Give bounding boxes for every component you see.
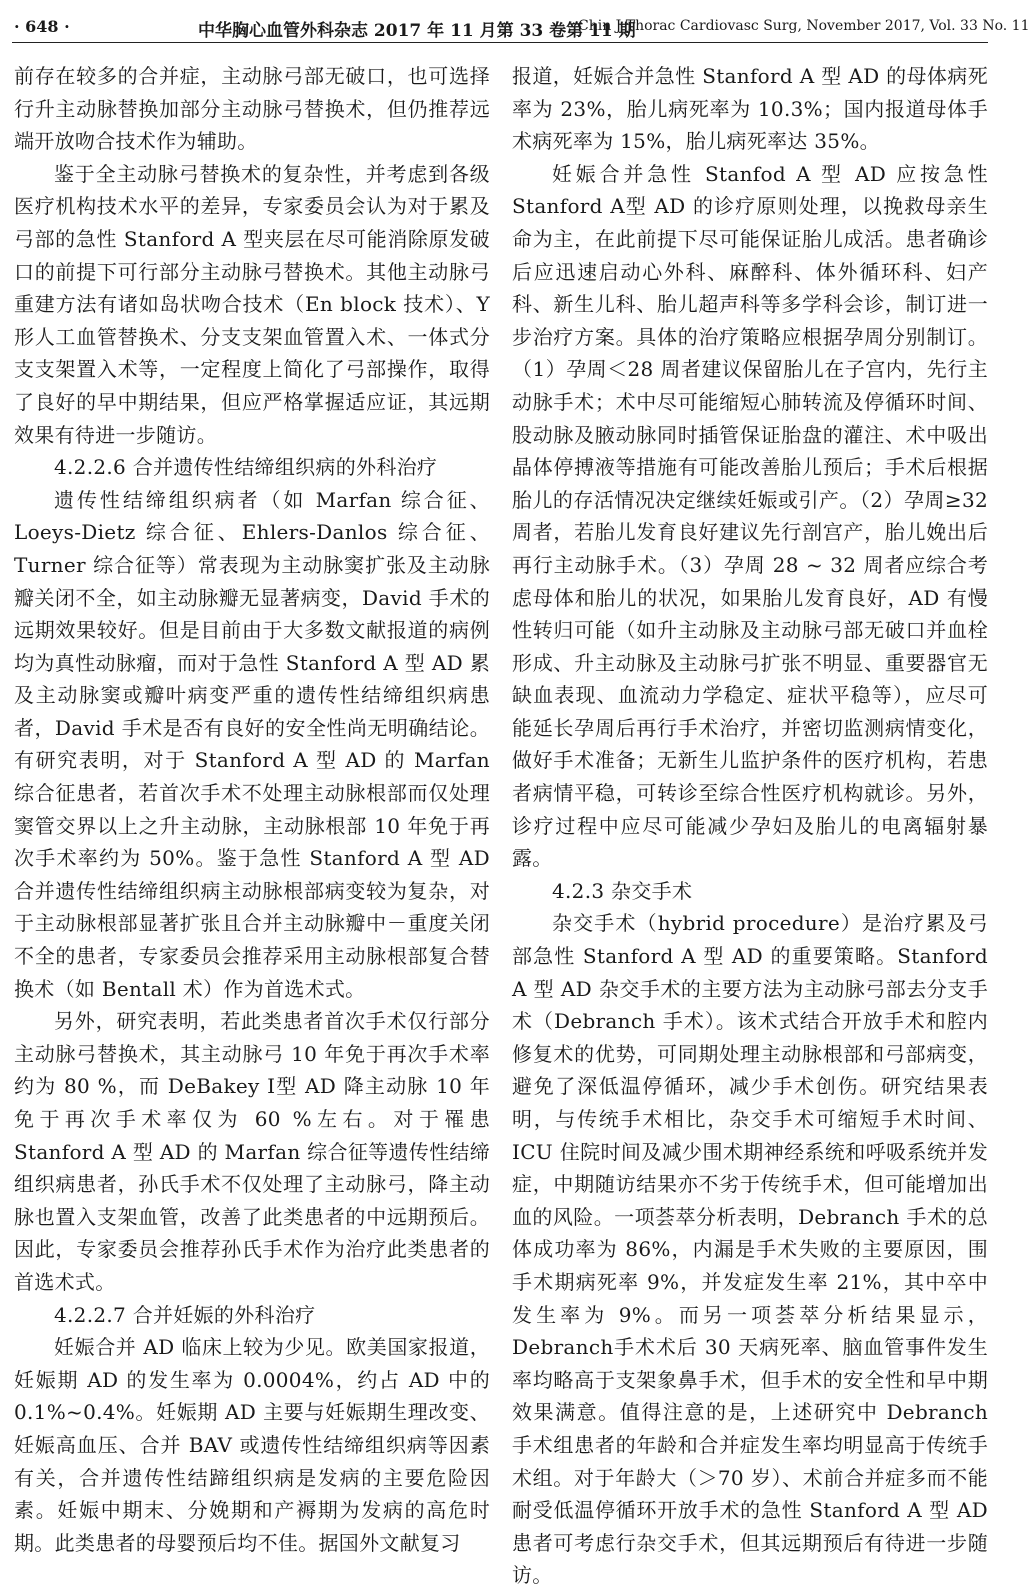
running-header bbox=[0, 0, 1029, 50]
left-column bbox=[14, 60, 490, 1555]
section-heading-4-2-3: 4.2.3 杂交手术 bbox=[552, 878, 693, 903]
right-column bbox=[512, 60, 988, 1588]
paragraph: 另外，研究表明，若此类患者首次手术仅行部分主动脉弓替换术，其主动脉弓 10 年免于再次手术率约为 80 %，而 DeBakey Ⅰ型 AD 降主动脉 10 年免于再次手术率仅为 60 %左右。对于罹患 Stanford A 型 AD 的 Marfan 综合征等遗传性结缔组织病患者，孙氏手术不仅处理了主动脉弓，降主动脉也置入支架血管，改善了此类患者的中远期预后。因此，专家委员会推荐孙氏手术作为治疗此类患者的首选术式。 bbox=[14, 1009, 490, 1294]
journal-title-english: Chin J Thorac Cardiovasc Surg, November 2017, Vol. 33 No. 11 bbox=[578, 18, 1029, 34]
section-heading-4-2-2-6: 4.2.2.6 合并遗传性结缔组织病的外科治疗 bbox=[54, 455, 438, 480]
paragraph: 前存在较多的合并症，主动脉弓部无破口，也可选择行升主动脉替换加部分主动脉弓替换术，但仍推荐远端开放吻合技术作为辅助。 bbox=[14, 64, 490, 154]
page-number: · 648 · bbox=[14, 17, 70, 36]
paragraph: 妊娠合并急性 Stanfod A 型 AD 应按急性 Stanford A型 AD 的诊疗原则处理，以挽救母亲生命为主，在此前提下尽可能保证胎儿成活。患者确诊后应迅速启动心外科、麻醉科、体外循环科、妇产科、新生儿科、胎儿超声科等多学科会诊，制订进一步治疗方案。具体的治疗策略应根据孕周分别制订。（1）孕周＜28 周者建议保留胎儿在子宫内，先行主动脉手术；术中尽可能缩短心肺转流及停循环时间、股动脉及腋动脉同时插管保证胎盘的灌注、术中吸出晶体停搏液等措施有可能改善胎儿预后；手术后根据胎儿的存活情况决定继续妊娠或引产。（2）孕周≥32 周者，若胎儿发育良好建议先行剖宫产，胎儿娩出后再行主动脉手术。（3）孕周 28 ~ 32 周者应综合考虑母体和胎儿的状况，如果胎儿发育良好，AD 有慢性转归可能（如升主动脉及主动脉弓部无破口并血栓形成、升主动脉及主动脉弓扩张不明显、重要器官无缺血表现、血流动力学稳定、症状平稳等），应尽可能延长孕周后再行手术治疗，并密切监测病情变化，做好手术准备；无新生儿监护条件的医疗机构，若患者病情平稳，可转诊至综合性医疗机构就诊。另外，诊疗过程中应尽可能减少孕妇及胎儿的电离辐射暴露。 bbox=[512, 161, 988, 871]
paragraph: 杂交手术（hybrid procedure）是治疗累及弓部急性 Stanford A 型 AD 的重要策略。Stanford A 型 AD 杂交手术的主要方法为主动脉弓部去分支手术（Debranch 手术）。该术式结合开放手术和腔内修复术的优势，可同期处理主动脉根部和弓部病变，避免了深低温停循环，减少手术创伤。研究结果表明，与传统手术相比，杂交手术可缩短手术时间、ICU 住院时间及减少围术期神经系统和呼吸系统并发症，中期随访结果亦不劣于传统手术，但可能增加出血的风险。一项荟萃分析表明，Debranch 手术的总体成功率为 86%，内漏是手术失败的主要原因，围手术期病死率 9%，并发症发生率 21%，其中卒中发生率为 9%。而另一项荟萃分析结果显示，Debranch手术术后 30 天病死率、脑血管事件发生率均略高于支架象鼻手术，但手术的安全性和早中期效果满意。值得注意的是，上述研究中 Debranch 手术组患者的年龄和合并症发生率均明显高于传统手术组。对于年龄大（＞70 岁）、术前合并症多而不能耐受低温停循环开放手术的急性 Stanford A 型 AD 患者可考虑行杂交手术，但其远期预后有待进一步随访。 bbox=[512, 911, 988, 1588]
paragraph: 报道，妊娠合并急性 Stanford A 型 AD 的母体病死率为 23%，胎儿病死率为 10.3%；国内报道母体手术病死率为 15%，胎儿病死率达 35%。 bbox=[512, 64, 988, 154]
section-heading-4-2-2-7: 4.2.2.7 合并妊娠的外科治疗 bbox=[54, 1302, 316, 1327]
header-divider bbox=[12, 42, 988, 43]
paragraph: 妊娠合并 AD 临床上较为少见。欧美国家报道，妊娠期 AD 的发生率为 0.0004%，约占 AD 中的 0.1%~0.4%。妊娠期 AD 主要与妊娠期生理改变、妊娠高血压、合并 BAV 或遗传性结缔组织病等因素有关，合并遗传性结蹄组织病是发病的主要危险因素。妊娠中期末、分娩期和产褥期为发病的高危时期。此类患者的母婴预后均不佳。据国外文献复习 bbox=[14, 1335, 490, 1555]
journal-title-chinese: 中华胸心血管外科杂志 2017 年 11 月第 33 卷第 11 期 bbox=[198, 21, 636, 41]
paragraph: 鉴于全主动脉弓替换术的复杂性，并考虑到各级医疗机构技术水平的差异，专家委员会认为对于累及弓部的急性 Stanford A 型夹层在尽可能消除原发破口的前提下可行部分主动脉弓替换术。其他主动脉弓重建方法有诸如岛状吻合技术（En block 技术）、Y 形人工血管替换术、分支支架血管置入术、一体式分支支架置入术等，一定程度上简化了弓部操作，取得了良好的早中期结果，但应严格掌握适应证，其远期效果有待进一步随访。 bbox=[14, 161, 490, 447]
paragraph: 遗传性结缔组织病者（如 Marfan 综合征、Loeys-Dietz 综合征、Ehlers-Danlos 综合征、Turner 综合征等）常表现为主动脉窦扩张及主动脉瓣关闭不全，如主动脉瓣无显著病变，David 手术的远期效果较好。但是目前由于大多数文献报道的病例均为真性动脉瘤，而对于急性 Stanford A 型 AD 累及主动脉窦或瓣叶病变严重的遗传性结缔组织病患者，David 手术是否有良好的安全性尚无明确结论。有研究表明，对于 Stanford A 型 AD 的 Marfan 综合征患者，若首次手术不处理主动脉根部而仅处理窦管交界以上之升主动脉，主动脉根部 10 年免于再次手术率约为 50%。鉴于急性 Stanford A 型 AD 合并遗传性结缔组织病主动脉根部病变较为复杂，对于主动脉根部显著扩张且合并主动脉瓣中－重度关闭不全的患者，专家委员会推荐采用主动脉根部复合替换术（如 Bentall 术）作为首选术式。 bbox=[14, 487, 490, 1001]
